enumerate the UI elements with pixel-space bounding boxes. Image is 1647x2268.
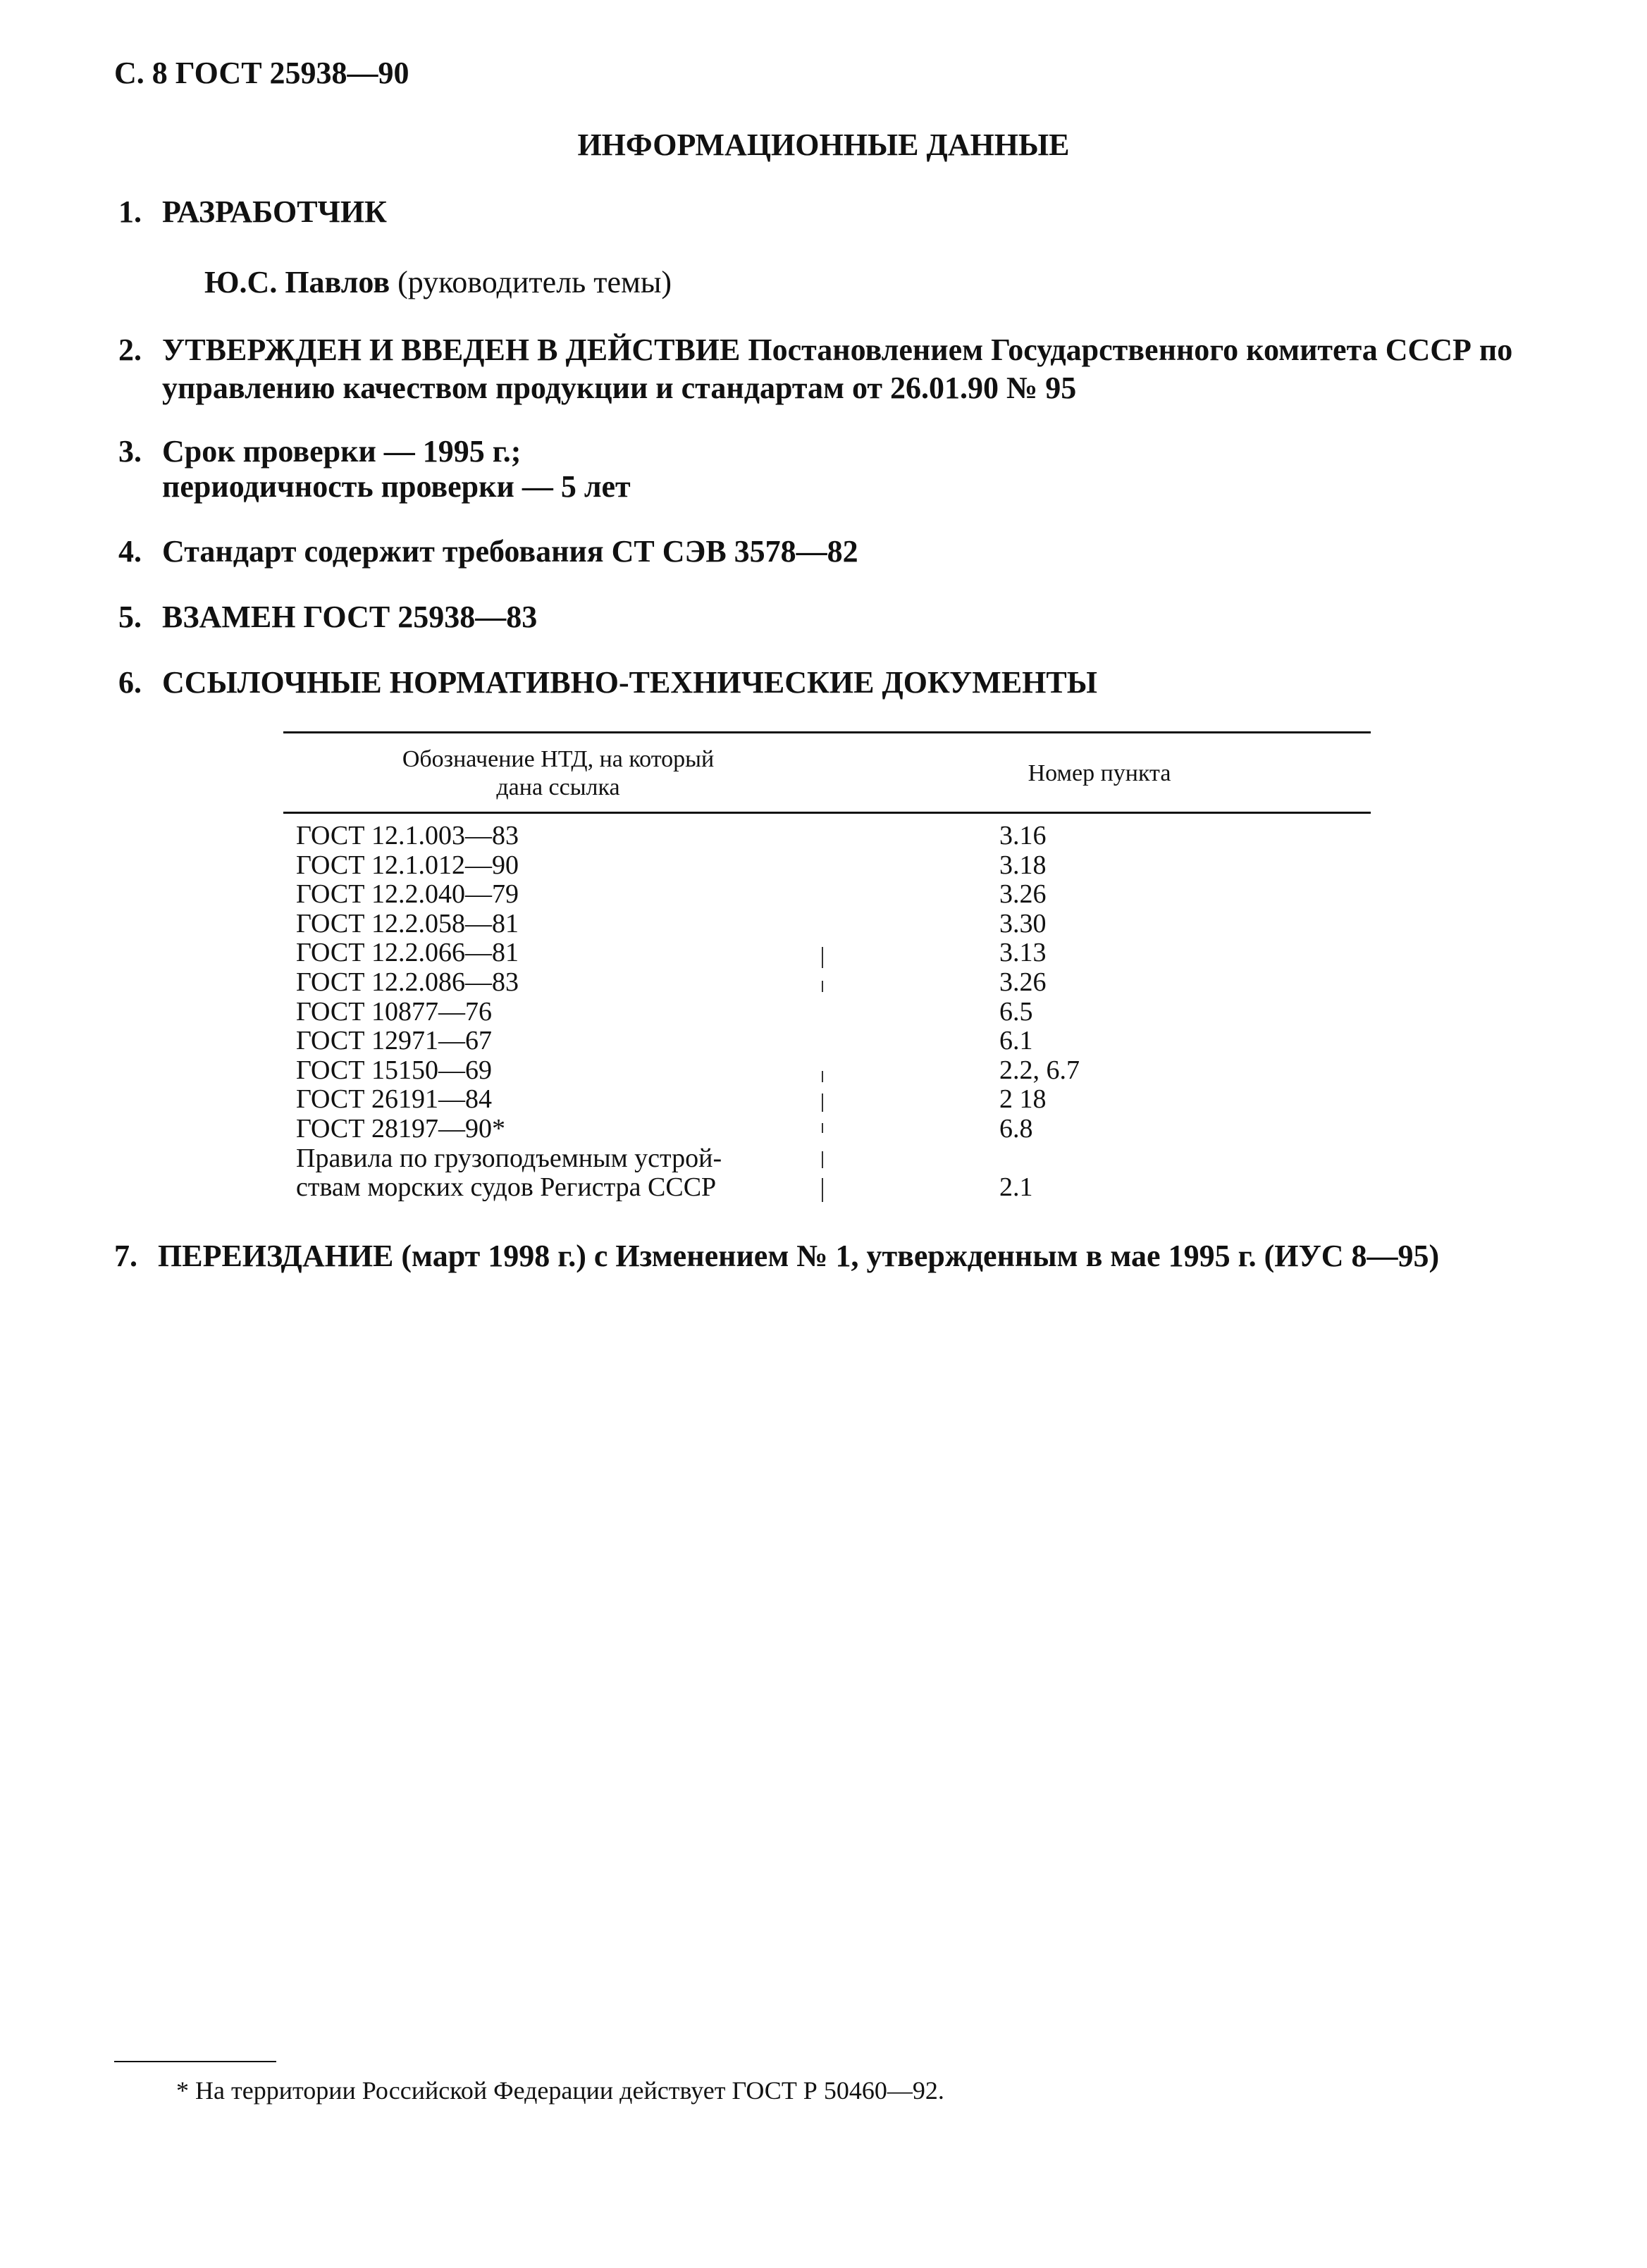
section-3-line2: периодичность проверки — 5 лет: [162, 469, 631, 504]
table-cell-item: 3.18: [999, 850, 1047, 880]
page-header: С. 8 ГОСТ 25938—90: [114, 56, 409, 90]
table-cell-item: 3.26: [999, 879, 1047, 910]
footnote-rule: [114, 2061, 276, 2062]
footnote: * На территории Российской Федерации действует ГОСТ Р 50460—92.: [176, 2076, 944, 2105]
section-text: ПЕРЕИЗДАНИЕ (март 1998 г.) с Изменением № 1, утвержденным в мае 1995 г. (ИУС 8—95): [158, 1239, 1440, 1273]
table-cell-doc: ГОСТ 12.2.040—79: [296, 879, 519, 910]
table-header-col2: Номер пункта: [1028, 760, 1171, 786]
section-text: Стандарт содержит требования СТ СЭВ 3578—82: [162, 534, 858, 569]
table-cell-doc: Правила по грузоподъемным устрой-: [296, 1143, 722, 1173]
header-line: Обозначение НТД, на который: [402, 746, 715, 772]
table-cell-doc: ГОСТ 12.1.012—90: [296, 850, 519, 880]
section-heading: УТВЕРЖДЕН И ВВЕДЕН В ДЕЙСТВИЕ: [162, 333, 741, 367]
section-heading: РАЗРАБОТЧИК: [162, 194, 387, 229]
table-cell-doc: ГОСТ 15150—69: [296, 1055, 492, 1085]
section-text: Срок проверки — 1995 г.;: [162, 434, 522, 469]
table-cell-item: 3.26: [999, 967, 1047, 997]
section-number: 7.: [114, 1239, 137, 1273]
table-cell-item: 3.30: [999, 908, 1047, 938]
table-cell-item: 6.5: [999, 996, 1033, 1027]
section-text: Постановлением Государственного комитета СССР по: [748, 333, 1513, 367]
developer-role: (руководитель темы): [397, 265, 672, 299]
table-top-rule: [283, 731, 1371, 733]
table-cell-doc: ГОСТ 10877—76: [296, 996, 492, 1027]
table-cell-item: 6.8: [999, 1114, 1033, 1144]
header-line: дана ссылка: [496, 774, 620, 800]
column-separator-mark: [822, 981, 823, 992]
table-cell-item: 2 18: [999, 1084, 1047, 1115]
column-separator-mark: [822, 947, 823, 968]
table-cell-item: 2.2, 6.7: [999, 1055, 1080, 1085]
section-text: ВЗАМЕН ГОСТ 25938—83: [162, 600, 538, 634]
section-number: 3.: [118, 434, 142, 469]
table-header-rule: [283, 812, 1371, 814]
section-5: [118, 595, 537, 639]
table-cell-doc: ГОСТ 12.1.003—83: [296, 821, 519, 850]
section-1: [118, 190, 387, 234]
table-header-col1: [283, 745, 833, 802]
table-cell-doc: ГОСТ 28197—90*: [296, 1114, 505, 1144]
table-cell-item: 6.1: [999, 1026, 1033, 1056]
column-separator-mark: [822, 1093, 823, 1112]
developer-name: Ю.С. Павлов: [204, 265, 390, 299]
section-number: 6.: [118, 665, 142, 700]
document-title: ИНФОРМАЦИОННЫЕ ДАННЫЕ: [577, 128, 1070, 162]
section-heading: ССЫЛОЧНЫЕ НОРМАТИВНО-ТЕХНИЧЕСКИЕ ДОКУМЕНТЫ: [162, 665, 1097, 700]
table-cell-doc: ГОСТ 26191—84: [296, 1084, 492, 1115]
section-number: 5.: [118, 600, 142, 634]
table-cell-doc: ГОСТ 12.2.066—81: [296, 938, 519, 968]
section-2: [118, 328, 1512, 372]
section-number: 4.: [118, 534, 142, 569]
section-2-continuation: управлению качеством продукции и стандартам от 26.01.90 № 95: [162, 371, 1077, 405]
table-cell-item: 3.16: [999, 821, 1047, 850]
section-7: [114, 1234, 1439, 1278]
section-number: 2.: [118, 333, 142, 367]
section-6: [118, 661, 1097, 705]
section-4: [118, 530, 858, 574]
table-cell-doc: ствам морских судов Регистра СССР: [296, 1172, 717, 1203]
column-separator-mark: [822, 1178, 823, 1202]
section-number: 1.: [118, 194, 142, 229]
table-cell-item: 2.1: [999, 1172, 1033, 1203]
developer-line: [204, 261, 672, 304]
table-cell-item: 3.13: [999, 938, 1047, 968]
table-cell-doc: ГОСТ 12.2.086—83: [296, 967, 519, 997]
column-separator-mark: [822, 1071, 823, 1082]
table-cell-doc: ГОСТ 12971—67: [296, 1026, 492, 1056]
column-separator-mark: [822, 1151, 823, 1168]
column-separator-mark: [822, 1123, 823, 1133]
table-cell-doc: ГОСТ 12.2.058—81: [296, 908, 519, 938]
